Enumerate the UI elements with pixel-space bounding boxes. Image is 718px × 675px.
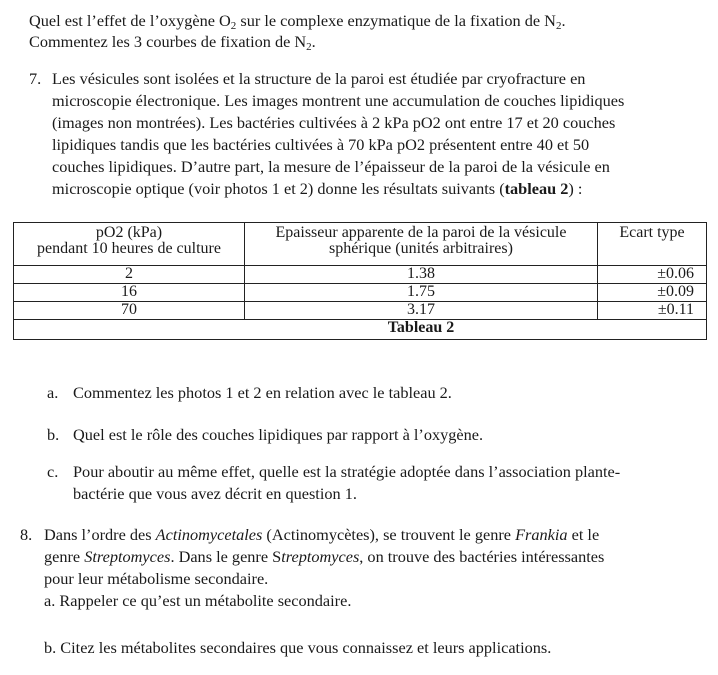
question-8-line-1: Dans l’ordre des Actinomycetales (Actinomycètes), se trouvent le genre Frankia et le [44, 525, 600, 544]
table-row [14, 266, 707, 284]
cell-thickness: 3.17 [245, 302, 598, 320]
subq-b-label: b. [47, 425, 60, 444]
subq-c-line-1: Pour aboutir au même effet, quelle est la stratégie adoptée dans l’association plante- [73, 462, 621, 481]
question-7-number: 7. [29, 69, 42, 88]
table-header-row [14, 223, 707, 266]
cell-po2: 16 [14, 284, 245, 302]
subq-b-text: Quel est le rôle des couches lipidiques par rapport à l’oxygène. [73, 425, 484, 444]
cell-po2: 70 [14, 302, 245, 320]
caption-spacer-right [598, 320, 707, 340]
question-8-subq-b: b. Citez les métabolites secondaires que vous connaissez et leurs applications. [44, 638, 552, 657]
question-7-line-2: microscopie électronique. Les images montrent une accumulation de couches lipidiques [52, 91, 625, 110]
subq-c-label: c. [47, 462, 59, 481]
cell-std-dev: ±0.06 [598, 266, 707, 284]
cell-std-dev: ±0.11 [598, 302, 707, 320]
question-7-line-5: couches lipidiques. D’autre part, la mesure de l’épaisseur de la paroi de la vésicule en [52, 157, 610, 176]
cell-po2: 2 [14, 266, 245, 284]
table-caption: Tableau 2 [245, 320, 598, 340]
table-row [14, 302, 707, 320]
question-7-line-4: lipidiques tandis que les bactéries cultivées à 70 kPa pO2 présentent entre 40 et 50 [52, 135, 590, 154]
intro-question-line-2: Commentez les 3 courbes de fixation de $N_2$. [29, 32, 316, 53]
question-8-subq-a: a. Rappeler ce qu’est un métabolite secondaire. [44, 591, 352, 610]
cell-thickness: 1.75 [245, 284, 598, 302]
question-7-line-6: microscopie optique (voir photos 1 et 2) donne les résultats suivants (tableau 2) : [52, 179, 583, 198]
caption-spacer-left [14, 320, 245, 340]
cell-std-dev: ±0.09 [598, 284, 707, 302]
header-thickness: Epaisseur apparente de la paroi de la vésicule sphérique (unités arbitraires) [245, 223, 598, 266]
question-7-line-3: (images non montrées). Les bactéries cultivées à 2 kPa pO2 ont entre 17 et 20 couches [52, 113, 616, 132]
header-std-dev: Ecart type [598, 223, 707, 266]
question-8-number: 8. [20, 525, 33, 544]
question-8-line-3: pour leur métabolisme secondaire. [44, 569, 269, 588]
cell-thickness: 1.38 [245, 266, 598, 284]
table-caption-row [14, 320, 707, 340]
subq-a-label: a. [47, 383, 59, 402]
header-po2: pO2 (kPa) pendant 10 heures de culture [14, 223, 245, 266]
results-table [13, 222, 707, 340]
table-row [14, 284, 707, 302]
question-8-line-2: genre Streptomyces. Dans le genre Streptomyces, on trouve des bactéries intéressantes [44, 547, 605, 566]
subq-a-text: Commentez les photos 1 et 2 en relation avec le tableau 2. [73, 383, 452, 402]
intro-question-line-1: Quel est l’effet de l’oxygène $O_2$ sur le complexe enzymatique de la fixation de $N_2$. [29, 11, 566, 32]
question-7-line-1: Les vésicules sont isolées et la structure de la paroi est étudiée par cryofracture en [52, 69, 586, 88]
subq-c-line-2: bactérie que vous avez décrit en question 1. [73, 484, 357, 503]
